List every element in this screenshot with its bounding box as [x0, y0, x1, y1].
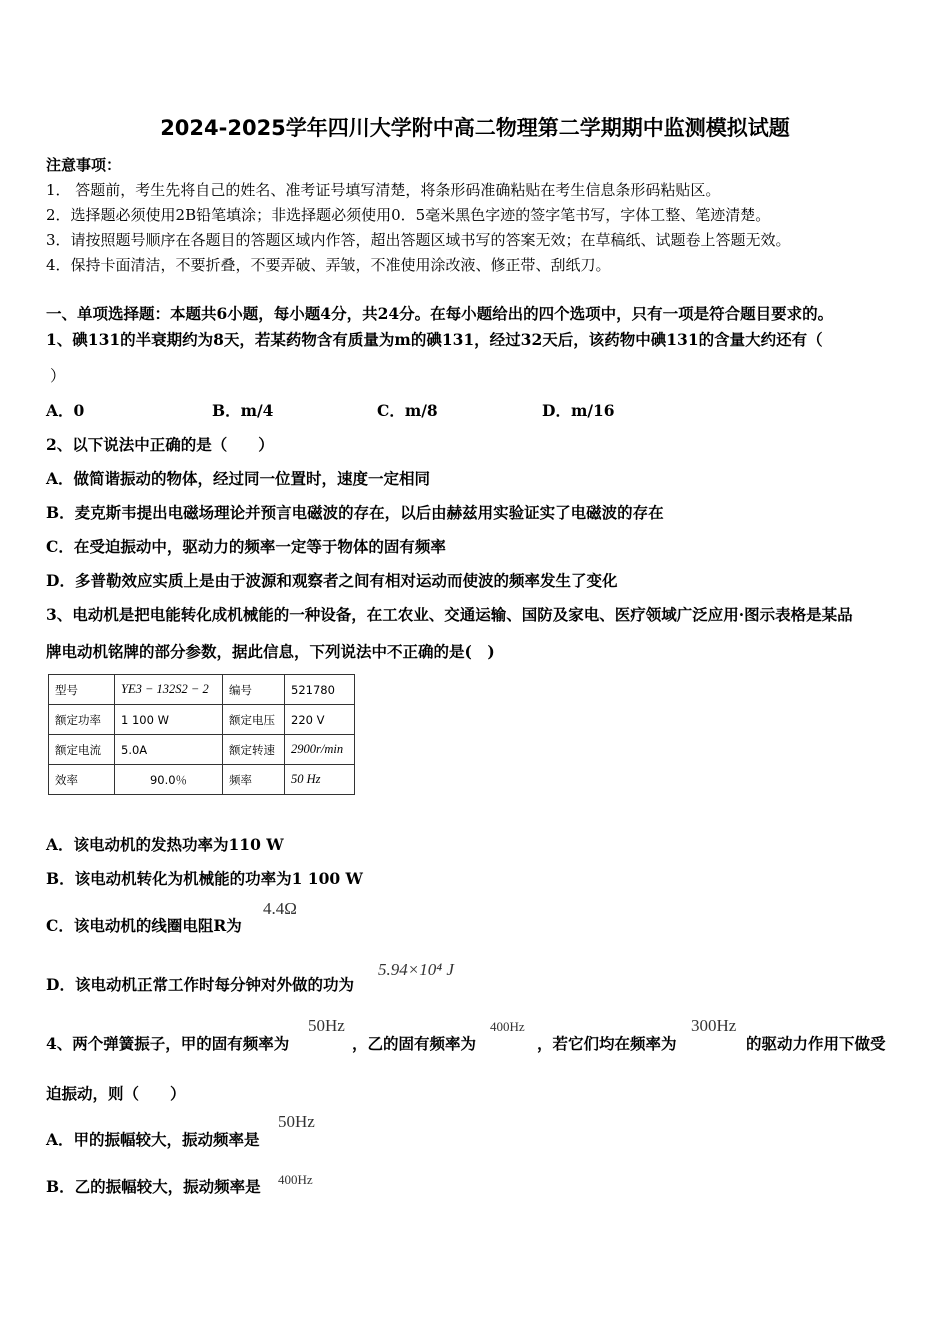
- question-2-option-d: D．多普勒效应实质上是由于波源和观察者之间有相对运动而使波的频率发生了变化: [46, 571, 618, 590]
- question-1-option-d: D．m/16: [542, 401, 615, 420]
- question-2-option-b: B．麦克斯韦提出电磁场理论并预言电磁波的存在，以后由赫兹用实验证实了电磁波的存在: [46, 503, 664, 522]
- notice-item: 3．请按照题号顺序在各题目的答题区域内作答，超出答题区域书写的答案无效；在草稿纸、试题卷上答题无效。: [46, 231, 791, 249]
- question-1-stem: 1、碘131的半衰期约为8天，若某药物含有质量为m的碘131，经过32天后，该药物中碘131的含量大约还有（: [46, 330, 823, 349]
- table-cell: 额定电压: [223, 705, 285, 735]
- question-2-stem: 2、以下说法中正确的是（ ）: [46, 435, 274, 454]
- table-cell: 90.0％: [115, 765, 223, 795]
- table-cell: 额定转速: [223, 735, 285, 765]
- notice-item: 1． 答题前，考生先将自己的姓名、准考证号填写清楚，将条形码准确粘贴在考生信息条形码粘贴区。: [46, 181, 721, 199]
- motor-spec-table: [48, 674, 355, 795]
- table-cell: 编号: [223, 675, 285, 705]
- table-cell: 额定功率: [49, 705, 115, 735]
- question-3-stem: 3、电动机是把电能转化成机械能的一种设备，在工农业、交通运输、国防及家电、医疗领域广泛应用·图示表格是某品: [46, 605, 853, 624]
- table-cell: 2900r/min: [285, 735, 355, 765]
- table-cell: YE3 − 132S2 − 2: [115, 675, 223, 705]
- table-row: [49, 735, 355, 765]
- table-cell: 521780: [285, 675, 355, 705]
- resistance-formula: 4.4Ω: [263, 899, 297, 918]
- section-heading: 一、单项选择题：本题共6小题，每小题4分，共24分。在每小题给出的四个选项中，只有一项是符合题目要求的。: [46, 304, 834, 323]
- frequency-b: 400Hz: [278, 1172, 313, 1187]
- question-4-stem: ，乙的固有频率为: [352, 1034, 477, 1053]
- question-1-stem-end: ）: [50, 367, 66, 385]
- table-row: [49, 705, 355, 735]
- notice-item: 4．保持卡面清洁，不要折叠，不要弄破、弄皱，不准使用涂改液、修正带、刮纸刀。: [46, 256, 611, 274]
- table-cell: 1 100 W: [115, 705, 223, 735]
- question-3-option-b: B．该电动机转化为机械能的功率为1 100 W: [46, 869, 363, 888]
- question-1-option-c: C．m/8: [377, 401, 438, 420]
- question-1-option-a: A．0: [46, 401, 85, 420]
- question-2-option-c: C．在受迫振动中，驱动力的频率一定等于物体的固有频率: [46, 537, 446, 556]
- question-2-option-a: A．做简谐振动的物体，经过同一位置时，速度一定相同: [46, 469, 431, 488]
- table-cell: 频率: [223, 765, 285, 795]
- question-4-option-a: A．甲的振幅较大，振动频率是: [46, 1130, 260, 1149]
- table-cell: 额定电流: [49, 735, 115, 765]
- frequency-2: 400Hz: [490, 1019, 525, 1034]
- table-cell: 50 Hz: [285, 765, 355, 795]
- question-4-stem: 迫振动，则（ ）: [46, 1084, 186, 1103]
- table-cell: 效率: [49, 765, 115, 795]
- table-cell: 5.0A: [115, 735, 223, 765]
- table-cell: 型号: [49, 675, 115, 705]
- question-1-option-b: B．m/4: [212, 401, 274, 420]
- frequency-3: 300Hz: [691, 1016, 737, 1035]
- frequency-1: 50Hz: [308, 1016, 345, 1035]
- question-4-stem: ，若它们均在频率为: [537, 1034, 677, 1053]
- table-cell: 220 V: [285, 705, 355, 735]
- question-3-option-c: C．该电动机的线圈电阻R为: [46, 916, 242, 935]
- frequency-a: 50Hz: [278, 1112, 315, 1131]
- question-3-stem: 牌电动机铭牌的部分参数，据此信息，下列说法中不正确的是( ): [46, 642, 495, 661]
- question-4-stem: 的驱动力作用下做受: [746, 1034, 886, 1053]
- notice-heading: 注意事项：: [46, 156, 122, 174]
- question-4-option-b: B．乙的振幅较大，振动频率是: [46, 1177, 261, 1196]
- question-3-option-a: A．该电动机的发热功率为110 W: [46, 835, 284, 854]
- work-formula: 5.94×10⁴ J: [378, 960, 454, 979]
- question-4-stem: 4、两个弹簧振子，甲的固有频率为: [46, 1034, 290, 1053]
- question-3-option-d: D．该电动机正常工作时每分钟对外做的功为: [46, 975, 354, 994]
- page-title: 2024-2025学年四川大学附中高二物理第二学期期中监测模拟试题: [160, 116, 790, 140]
- table-row: [49, 675, 355, 705]
- notice-item: 2．选择题必须使用2B铅笔填涂；非选择题必须使用0．5毫米黑色字迹的签字笔书写，字体工整、笔迹清楚。: [46, 206, 771, 224]
- table-row: [49, 765, 355, 795]
